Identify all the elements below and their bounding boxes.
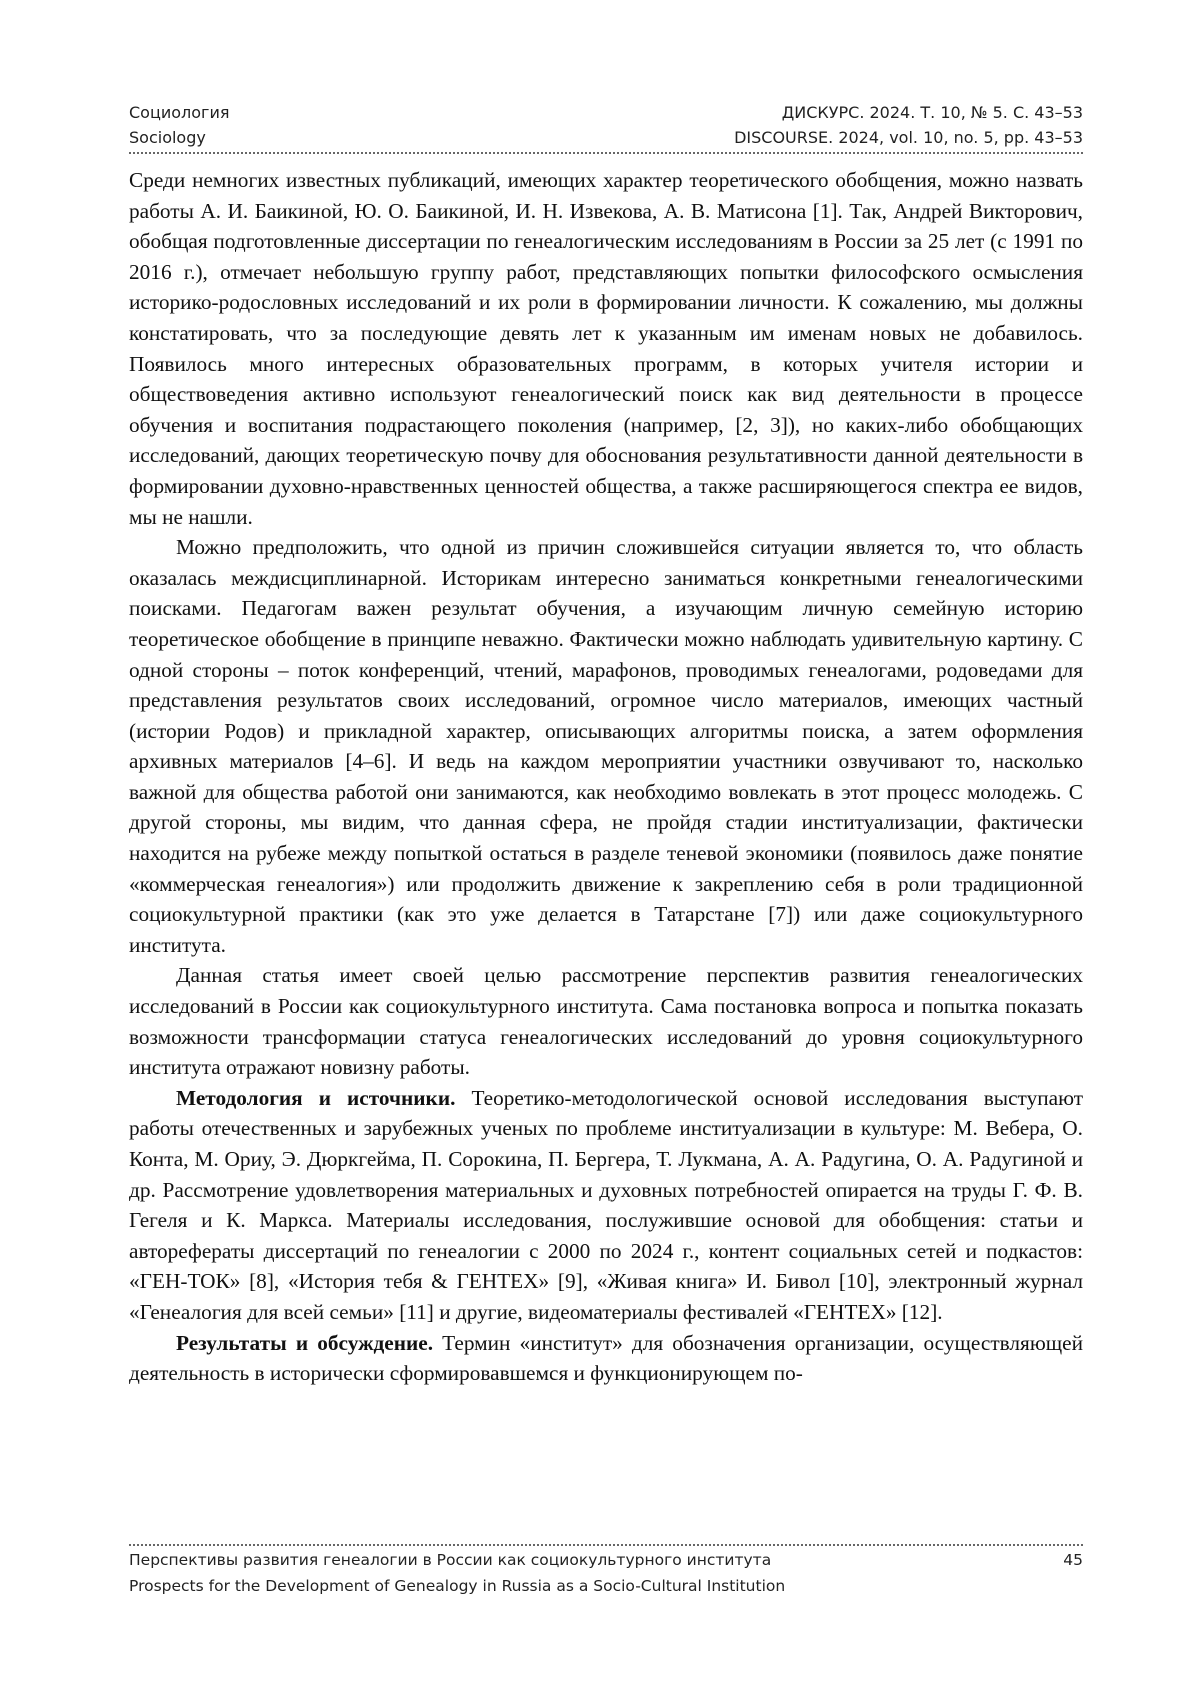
results-heading: Результаты и обсуждение. [176,1330,434,1355]
running-header [129,100,1083,150]
paragraph-methodology [129,1083,1083,1328]
methodology-text: Теоретико-методологической основой исследования выступают работы отечественных и зарубежных ученых по проблеме институализации в культуре: М. Вебера, О. Конта, М. Ориу, Э. Дюркгейма, П. Сорокина, П. Бергера, Т. Лукмана, А. А. Радугина, О. А. Радугиной и др. Рассмотрение удовлетворения материальных и духовных потребностей опирается на труды Г. Ф. В. Гегеля и К. Маркса. Материалы исследования, послужившие основой для обобщения: статьи и авторефераты диссертаций по генеалогии с 2000 по 2024 г., контент социальных сетей и подкастов: «ГЕН-ТОК» [8], «История тебя & ГЕНТЕХ» [9], «Живая книга» И. Бивол [10], электронный журнал «Генеалогия для всей семьи» [11] и другие, видеоматериалы фестивалей «ГЕНТЕХ» [12]. [129,1085,1084,1324]
paragraph-1: Среди немногих известных публикаций, имеющих характер теоретического обобщения, можно назвать работы А. И. Баикиной, Ю. О. Баикиной, И. Н. Извекова, А. В. Матисона [1]. Так, Андрей Викторович, обобщая подготовленные диссертации по генеалогическим исследованиям в России за 25 лет (с 1991 по 2016 г.), отмечает небольшую группу работ, представляющих попытки философского осмысления историко-родословных исследований и их роли в формировании личности. К сожалению, мы должны констатировать, что за последующие девять лет к указанным им именам новых не добавилось. Появилось много интересных образовательных программ, в которых учителя истории и обществоведения активно используют генеалогический поиск как вид деятельности в процессе обучения и воспитания подрастающего поколения (например, [2, 3]), но каких-либо обобщающих исследований, дающих теоретическую почву для обоснования результативности данной деятельности в формировании духовно-нравственных ценностей общества, а также расширяющегося спектра ее видов, мы не нашли. [129,168,1083,529]
running-footer [129,1547,1083,1599]
section-name-ru: Социология [129,103,230,122]
article-title-en: Prospects for the Development of Genealogy in Russia as a Socio-Cultural Institution [129,1577,786,1595]
page-number: 45 [1063,1551,1083,1569]
journal-citation-en: DISCOURSE. 2024, vol. 10, no. 5, pp. 43–53 [734,128,1083,147]
paragraph-2: Можно предположить, что одной из причин сложившейся ситуации является то, что область оказалась междисциплинарной. Историкам интересно заниматься конкретными генеалогическими поисками. Педагогам важен результат обучения, а изучающим личную семейную историю теоретическое обобщение в принципе неважно. Фактически можно наблюдать удивительную картину. С одной стороны – поток конференций, чтений, марафонов, проводимых генеалогами, родоведами для представления результатов своих исследований, огромное число материалов, имеющих частный (истории Родов) и прикладной характер, описывающих алгоритмы поиска, а затем оформления архивных материалов [4–6]. И ведь на каждом мероприятии участники озвучивают то, насколько важной для общества работой они занимаются, как необходимо вовлекать в этот процесс молодежь. С другой стороны, мы видим, что данная сфера, не пройдя стадии институализации, фактически находится на рубеже между попыткой остаться в разделе теневой экономики (появилось даже понятие «коммерческая генеалогия») или продолжить движение к закреплению себя в роли традиционной социокультурной практики (как это уже делается в Татарстане [7]) или даже социокультурного института. [129,535,1083,957]
results-text: Термин «институт» для обозначения организации, осуществляющей деятельность в исторически сформировавшемся и функционирующем по- [129,1330,1083,1386]
header-divider [129,152,1083,154]
section-name-en: Sociology [129,128,206,147]
article-body [129,165,1083,1389]
methodology-heading: Методология и источники. [176,1085,456,1110]
journal-citation-ru: ДИСКУРС. 2024. Т. 10, № 5. С. 43–53 [781,103,1083,122]
paragraph-3: Данная статья имеет своей целью рассмотрение перспектив развития генеалогических исследований в России как социокультурного института. Сама постановка вопроса и попытка показать возможности трансформации статуса генеалогических исследований до уровня социокультурного института отражают новизну работы. [129,963,1083,1080]
paragraph-results [129,1328,1083,1389]
footer-divider [129,1544,1083,1546]
article-title-ru: Перспективы развития генеалогии в России как социокультурного института [129,1551,772,1569]
